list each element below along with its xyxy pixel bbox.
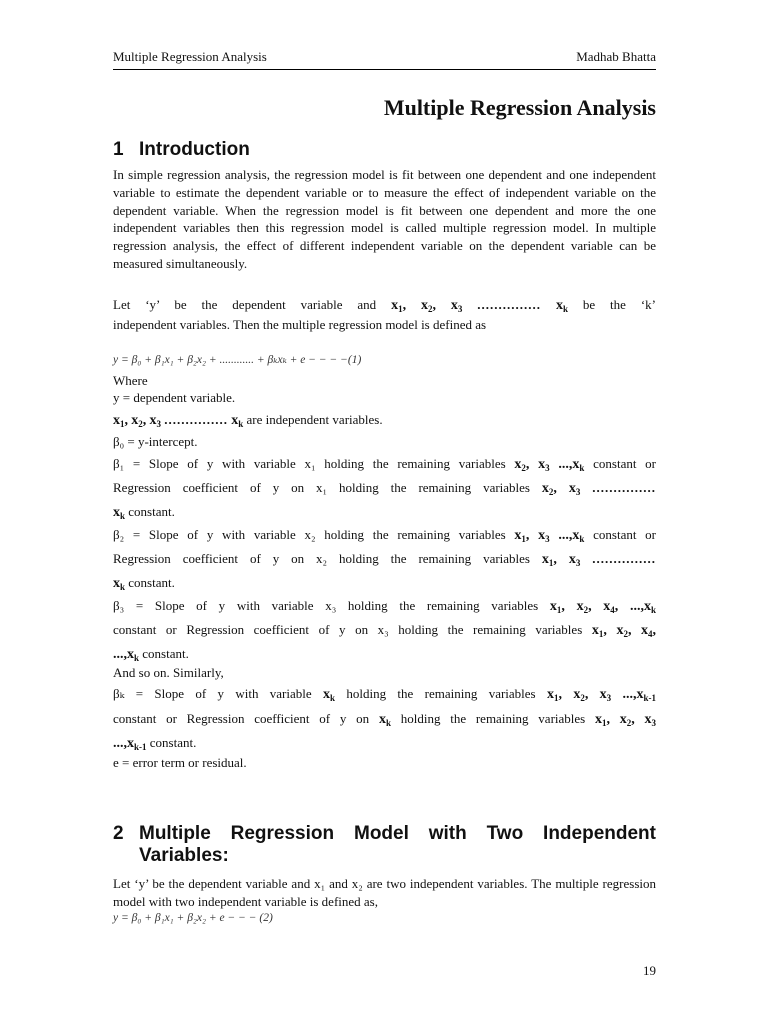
running-header bbox=[113, 49, 656, 65]
x-definition: $x_1$, $x_2$, $x_3$ ............... $x_k$ are independent variables. bbox=[113, 412, 383, 429]
header-rule bbox=[113, 69, 656, 70]
beta2-line-3: $x_k$ constant. bbox=[113, 575, 175, 592]
header-right: Madhab Bhatta bbox=[576, 49, 656, 64]
where-label: Where bbox=[113, 373, 148, 388]
section-title-line-1: Multiple Regression Model with Two Independent bbox=[139, 823, 656, 844]
betak-line-1: βₖ = Slope of y with variable $x_k$ holding the remaining variables $x_1$, $x_2$, $x_3$ $...,x_{k-1}$ bbox=[113, 686, 657, 703]
beta1-line-1: β₁ = Slope of y with variable x₁ holding the remaining variables $x_2$, $x_3$ $...,x_k$ constant or bbox=[113, 456, 657, 473]
intro-paragraph: In simple regression analysis, the regression model is fit between one dependent and one independent variable to estimate the dependent variable or to measure the effect of independent variable on the dependent variable. When the regression model is fit between one dependent and more the one independent variables then this regression model is called multiple regression model. In multiple regression analysis, the effect of different independent variable on the dependent variable can be measured simultaneously. bbox=[113, 167, 656, 271]
beta2-line-2: Regression coefficient of y on x₂ holding the remaining variables $x_1$, $x_3$ ............... bbox=[113, 551, 657, 568]
beta3-line-1: β₃ = Slope of y with variable x₃ holding the remaining variables $x_1$, $x_2$, $x_4$, $...,x_k$ bbox=[113, 598, 656, 615]
header-left: Multiple Regression Analysis bbox=[113, 49, 267, 64]
page-number: 19 bbox=[643, 963, 656, 978]
section-2-paragraph: Let ‘y’ be the dependent variable and x₁ and x₂ are two independent variables. The multiple regression model with two independent variable is defined as, bbox=[113, 876, 656, 909]
betak-line-3: $...,x_{k-1}$ constant. bbox=[113, 735, 197, 752]
equation-2: y = β₀ + β₁x₁ + β₂x₂ + e − − − (2) bbox=[113, 912, 273, 924]
beta3-line-3: $...,x_k$ constant. bbox=[113, 646, 189, 663]
betak-line-2: constant or Regression coefficient of y on $x_k$ holding the remaining variables $x_1$, $x_2$, $x_3$ bbox=[113, 711, 657, 728]
section-number: 2 bbox=[113, 823, 124, 844]
section-number: 1 bbox=[113, 139, 124, 160]
beta2-line-1: β₂ = Slope of y with variable x₂ holding the remaining variables $x_1$, $x_3$ $...,x_k$ constant or bbox=[113, 527, 657, 544]
section-title: Introduction bbox=[139, 139, 250, 160]
page-title: Multiple Regression Analysis bbox=[383, 95, 656, 120]
beta1-line-3: $x_k$ constant. bbox=[113, 504, 175, 521]
let-line-2: independent variables. Then the multiple regression model is defined as bbox=[113, 317, 487, 332]
equation-1: y = β₀ + β₁x₁ + β₂x₂ + ............ + βₖxₖ + e − − − −(1) bbox=[113, 354, 362, 366]
and-so-on: And so on. Similarly, bbox=[113, 665, 224, 680]
let-line: Let ‘y’ be the dependent variable and $x_1$, $x_2$, $x_3$ ............... $x_k$ be the ‘k’ bbox=[113, 297, 656, 314]
beta1-line-2: Regression coefficient of y on x₁ holding the remaining variables $x_2$, $x_3$ ............... bbox=[113, 480, 657, 497]
y-definition: y = dependent variable. bbox=[113, 390, 236, 405]
section-2-heading bbox=[113, 823, 656, 867]
error-definition: e = error term or residual. bbox=[113, 755, 247, 770]
document-page bbox=[113, 0, 656, 1024]
beta3-line-2: constant or Regression coefficient of y on x₃ holding the remaining variables $x_1$, $x_2$, $x_4$, bbox=[113, 622, 657, 639]
section-1-heading bbox=[113, 139, 656, 161]
section-title-line-2: Variables: bbox=[139, 845, 229, 866]
beta0-definition: β₀ = y-intercept. bbox=[113, 434, 198, 449]
